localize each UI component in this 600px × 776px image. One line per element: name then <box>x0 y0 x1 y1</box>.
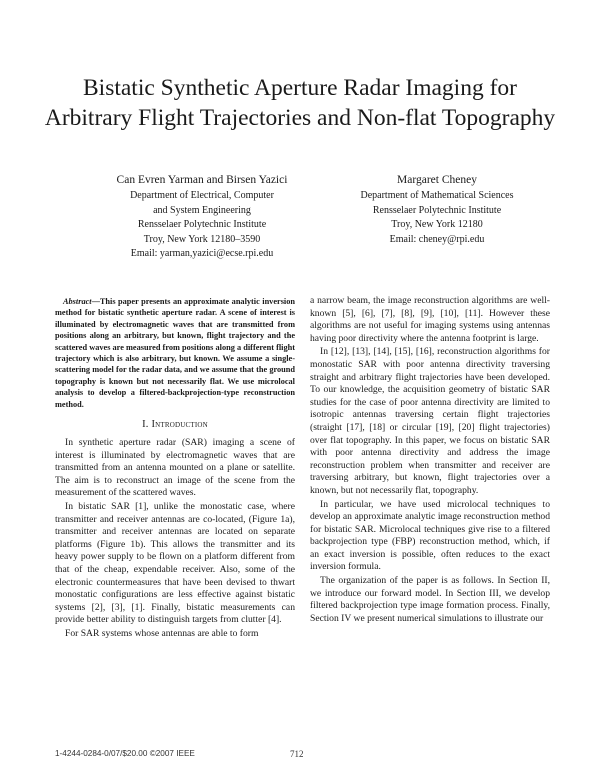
left-column <box>55 296 295 642</box>
abstract <box>55 296 295 410</box>
page-number: 712 <box>290 749 304 759</box>
affiliation-line: Rensselaer Polytechnic Institute <box>137 219 267 231</box>
affiliation-line: Rensselaer Polytechnic Institute <box>372 204 502 216</box>
affiliation-line: Department of Electrical, Computer <box>130 190 274 201</box>
body-paragraph: In bistatic SAR [1], unlike the monostatic case, where transmitter and receiver antennas are co-located, (Figure 1a), transmitter and receiver antennas are located on separate platforms (Figure 1b). This allows the transmitter and its heavy power supply to be flown on a platform different from that of the cheap, expendable receiver. Also, some of the electronic countermeasures that have been devised to thwart monostatic configurations are less effective against bistatic systems [2], [3], [1]. Finally, bistatic measurements can provide better ability to distinguish targets from clutter [4]. <box>55 501 295 626</box>
section-title: Introduction <box>151 419 208 431</box>
right-column <box>310 295 550 626</box>
body-paragraph: In particular, we have used microlocal techniques to develop an approximate analytic image reconstruction method for bistatic SAR. Microlocal techniques give rise to a filtered backprojection type (FBP) reconstruction method, which, if an exact inversion is possible, often reduces to the exact inversion formula. <box>310 498 550 573</box>
author-names: Margaret Cheney <box>397 174 477 186</box>
abstract-label: Abstract <box>63 297 92 306</box>
affiliation-line: and System Engineering <box>153 204 251 216</box>
body-paragraph: For SAR systems whose antennas are able to form <box>65 627 259 639</box>
author-block-right <box>322 173 552 247</box>
affiliation-line: Troy, New York 12180 <box>391 219 483 231</box>
author-names: Can Evren Yarman and Birsen Yazici <box>116 174 288 186</box>
author-block-left <box>72 173 332 262</box>
body-paragraph: In synthetic aperture radar (SAR) imaging a scene of interest is illuminated by electromagnetic waves that are transmitted from an antenna mounted on a plane or satellite. The aim is to reconstruct an image of the scene from the measurement of the scattered waves. <box>55 437 295 499</box>
body-paragraph: a narrow beam, the image reconstruction algorithms are well-known [5], [6], [7], [8], [9], [10], [11]. However these algorithms are not useful for imaging systems using antennas having poor directivity where the antenna footprint is large. <box>310 295 550 344</box>
affiliation-line: Troy, New York 12180–3590 <box>143 233 261 245</box>
section-heading <box>55 419 295 430</box>
author-email: Email: yarman,yazici@ecse.rpi.edu <box>130 248 274 260</box>
section-number: I. <box>142 419 149 431</box>
abstract-text: —This paper presents an approximate analytic inversion method for bistatic synthetic aperture radar. A scene of interest is illuminated by electromagnetic waves that are transmitted from positions along an arbitrary, but known, flight trajectory and the scattered waves are measured from positions along a different flight trajectory which is also arbitrary, but known. We assume a single-scattering model for the radar data, and we assume that the ground topography is known but not necessarily flat. We use microlocal analysis to develop a filtered-backprojection-type reconstruction method. <box>55 297 295 409</box>
body-paragraph: The organization of the paper is as follows. In Section II, we introduce our forward model. In Section III, we develop filtered backprojection type image formation process. Finally, Section IV we present numerical simulations to illustrate our <box>310 575 550 624</box>
body-paragraph: In [12], [13], [14], [15], [16], reconstruction algorithms for monostatic SAR with poor antenna directivity traversing straight and arbitrary flight trajectories have been developed. To our knowledge, the acquisition geometry of bistatic SAR studies for the case of poor antenna directivity are limited to isotropic antennas traversing certain flight trajectories (straight [17], [18] or circular [19], [20] flight trajectories) over flat topography. In this paper, we focus on bistatic SAR with poor antenna directivity and address the image reconstruction problem when transmitter and receiver are traversing arbitrary, but known, flight trajectories over a known, but not necessarily flat, topography. <box>310 346 550 496</box>
copyright-footer: 1-4244-0284-0/07/$20.00 ©2007 IEEE <box>55 749 195 758</box>
author-email: Email: cheney@rpi.edu <box>389 233 485 245</box>
paper-title: Bistatic Synthetic Aperture Radar Imaging for Arbitrary Flight Trajectories and Non-flat Topography <box>44 75 556 131</box>
affiliation-line: Department of Mathematical Sciences <box>360 190 514 201</box>
